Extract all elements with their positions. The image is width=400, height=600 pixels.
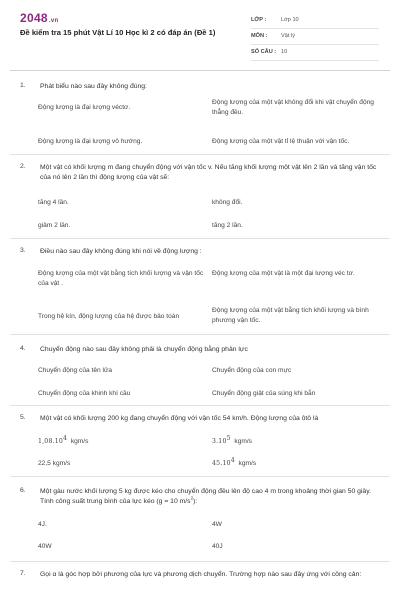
header-divider: [10, 70, 390, 71]
question-text-main: Một gàu nước khối lượng 5 kg được kéo cho chuyển động đều lên độ cao 4 m trong khoảng thời gian 50 giây. Tính công suất trung bình của lực kéo (g = 10 m/s: [40, 488, 371, 505]
answer-option[interactable]: Chuyển động của con mực: [212, 367, 292, 374]
answer-option[interactable]: Chuyển động của tên lửa: [38, 367, 113, 374]
question-divider: [10, 334, 390, 335]
question-7: [20, 570, 390, 598]
question-text-exponent: 2: [190, 495, 194, 501]
answer-option[interactable]: không đổi.: [212, 199, 243, 206]
question-text: Điều nào sau đây không đúng khi nói về động lượng :: [40, 248, 202, 255]
question-number: 2.: [20, 163, 26, 170]
answer-option[interactable]: [38, 434, 208, 447]
answer-value: 1,08.10: [38, 438, 64, 445]
question-number: 6.: [20, 487, 26, 494]
answer-option[interactable]: tăng 4 lần.: [38, 199, 69, 206]
question-divider: [10, 405, 390, 406]
question-text: Gọi α là góc hợp bởi phương của lực và phương dịch chuyển. Trường hợp nào sau đây ứng với công cản:: [40, 571, 362, 578]
meta-value: Lớp 10: [281, 17, 299, 23]
question-1: [20, 82, 390, 157]
answer-option[interactable]: 4W: [212, 521, 222, 528]
answer-option[interactable]: [212, 434, 382, 447]
question-4: [20, 345, 390, 410]
question-3: [20, 247, 390, 337]
answer-value: 45.10: [212, 460, 231, 467]
question-2: [20, 163, 390, 243]
answer-option[interactable]: Chuyển động giật của súng khi bắn: [212, 390, 316, 397]
question-divider: [10, 154, 390, 155]
meta-label: SỐ CÂU :: [251, 49, 277, 55]
answer-option[interactable]: 40J: [212, 543, 223, 550]
question-text: Một vật có khối lượng m đang chuyển động với vận tốc v. Nếu tăng khối lượng một vật lên 2 lần và tăng vận tốc của nó lên 2 lần thì động lượng của vật sẽ:: [40, 164, 377, 181]
answer-option[interactable]: Động lượng là đại lượng vô hướng.: [38, 138, 143, 145]
answer-option[interactable]: 40W: [38, 543, 52, 550]
answer-option[interactable]: tăng 2 lần.: [212, 222, 243, 229]
header: [0, 0, 400, 68]
answer-option[interactable]: Động lượng là đại lượng véctơ.: [38, 104, 131, 111]
answer-option[interactable]: 4J.: [38, 521, 47, 528]
answer-option[interactable]: [212, 456, 382, 469]
question-divider: [10, 476, 390, 477]
meta-value: 10: [281, 49, 288, 55]
question-number: 5.: [20, 414, 26, 421]
question-divider: [10, 238, 390, 239]
question-text: Một vật có khối lượng 200 kg đang chuyển động với vận tốc 54 km/h. Động lượng của ôtô là: [40, 415, 319, 422]
site-logo[interactable]: [20, 11, 58, 25]
question-divider: [10, 561, 390, 562]
answer-exponent: 4: [230, 456, 235, 464]
answer-exponent: 5: [226, 434, 231, 442]
answer-option[interactable]: 22,5 kgm/s: [38, 460, 71, 467]
meta-row-count: [251, 45, 379, 61]
question-text: Chuyển động nào sau đây không phải là chuyển động bằng phản lực: [40, 346, 248, 353]
meta-label: LỚP :: [251, 17, 267, 23]
question-5: [20, 414, 390, 479]
answer-option[interactable]: Chuyển động của khinh khí cầu: [38, 390, 131, 397]
logo-sub: .vn: [48, 18, 59, 24]
answer-unit: kgm/s: [70, 438, 89, 445]
question-6: [20, 487, 390, 562]
question-text: Phát biểu nào sau đây không đúng:: [40, 83, 147, 90]
answer-option[interactable]: Động lượng của một vật không đổi khi vật chuyển động thẳng đều.: [212, 99, 374, 116]
answer-unit: kgm/s: [234, 438, 252, 445]
logo-main: 2048: [20, 11, 48, 25]
answer-unit: kgm/s: [238, 460, 257, 467]
question-text-end: ):: [193, 498, 198, 505]
meta-label: MÔN :: [251, 33, 268, 39]
answer-option[interactable]: Trong hệ kín, động lượng của hệ được bảo toàn: [38, 313, 180, 320]
question-number: 7.: [20, 570, 26, 577]
answer-value: 3.10: [212, 438, 227, 445]
question-number: 1.: [20, 82, 26, 89]
answer-option[interactable]: giảm 2 lần.: [38, 222, 71, 229]
answer-exponent: 4: [63, 434, 68, 442]
meta-row-subject: [251, 29, 379, 45]
meta-row-class: [251, 13, 379, 29]
answer-option[interactable]: Động lượng của một vật là một đại lượng véc tơ.: [212, 270, 355, 277]
exam-meta: [251, 13, 379, 61]
question-number: 3.: [20, 247, 26, 254]
exam-title: Đề kiểm tra 15 phút Vật Lí 10 Học kì 2 có đáp án (Đề 1): [20, 28, 216, 37]
answer-option[interactable]: Động lượng của một vật bằng tích khối lượng và vận tốc của vật .: [38, 270, 204, 287]
answer-option[interactable]: Động lượng của một vật tỉ lệ thuận với vận tốc.: [212, 138, 350, 145]
question-text: [40, 487, 385, 507]
answer-option[interactable]: Động lượng của một vật bằng tích khối lượng và bình phương vận tốc.: [212, 307, 369, 324]
meta-value: Vật lý: [281, 33, 295, 39]
question-number: 4.: [20, 345, 26, 352]
